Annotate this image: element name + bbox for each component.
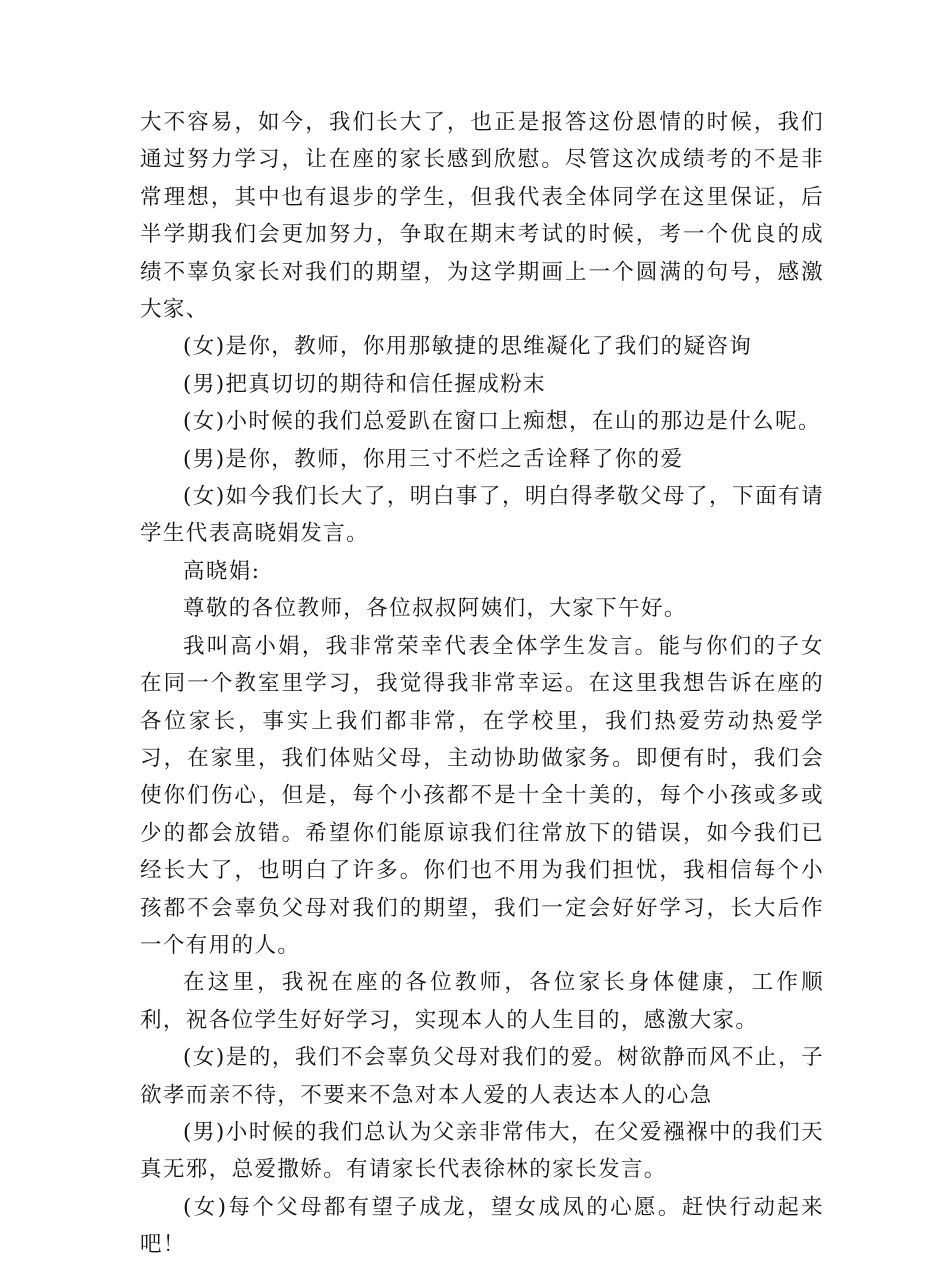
paragraph-male-line-1: (男)把真切切的期待和信任握成粉末	[183, 371, 547, 397]
paragraph-continuation: 大不容易，如今，我们长大了，也正是报答这份恩情的时候，我们通过努力学习，让在座的家长感到欣慰。尽管这次成绩考的不是非常理想，其中也有退步的学生，但我代表全体同学在这里保证，后半学期我们会更加努力，争取在期末考试的时候，考一个优良的成绩不辜负家长对我们的期望，为这学期画上一个圆满的句号，感激大家、	[140, 110, 824, 323]
document-body	[140, 104, 824, 1264]
speaker-label: 高晓娟:	[183, 558, 261, 584]
paragraph-male-line-3: (男)小时候的我们总认为父亲非常伟大，在父爱襁褓中的我们天真无邪，总爱撒娇。有请家长代表徐林的家长发言。	[140, 1119, 824, 1183]
paragraph-female-line-5: (女)每个父母都有望子成龙，望女成凤的心愿。赶快行动起来吧！	[140, 1194, 824, 1258]
paragraph-female-line-2: (女)小时候的我们总爱趴在窗口上痴想，在山的那边是什么呢。	[183, 409, 821, 435]
paragraph-female-line-4: (女)是的，我们不会辜负父母对我们的爱。树欲静而风不止，子欲孝而亲不待，不要来不急对本人爱的人表达本人的心急	[140, 1045, 824, 1108]
speech-greeting: 尊敬的各位教师，各位叔叔阿姨们，大家下午好。	[183, 596, 687, 622]
paragraph-female-line-3: (女)如今我们长大了，明白事了，明白得孝敬父母了，下面有请学生代表高晓娟发言。	[140, 484, 824, 547]
paragraph-male-line-2: (男)是你，教师，你用三寸不烂之舌诠释了你的爱	[183, 446, 684, 472]
speech-closing: 在这里，我祝在座的各位教师，各位家长身体健康，工作顺利，祝各位学生好好学习，实现本人的人生目的，感激大家。	[140, 970, 824, 1033]
speech-body: 我叫高小娟，我非常荣幸代表全体学生发言。能与你们的子女在同一个教室里学习，我觉得我非常幸运。在这里我想告诉在座的各位家长，事实上我们都非常，在学校里，我们热爱劳动热爱学习，在家里，我们体贴父母，主动协助做家务。即便有时，我们会使你们伤心，但是，每个小孩都不是十全十美的，每个小孩或多或少的都会放错。希望你们能原谅我们往常放下的错误，如今我们已经长大了，也明白了许多。你们也不用为我们担忧，我相信每个小孩都不会辜负父母对我们的期望，我们一定会好好学习，长大后作一个有用的人。	[140, 633, 824, 958]
paragraph-female-line-1: (女)是你，教师，你用那敏捷的思维凝化了我们的疑咨询	[183, 334, 753, 360]
